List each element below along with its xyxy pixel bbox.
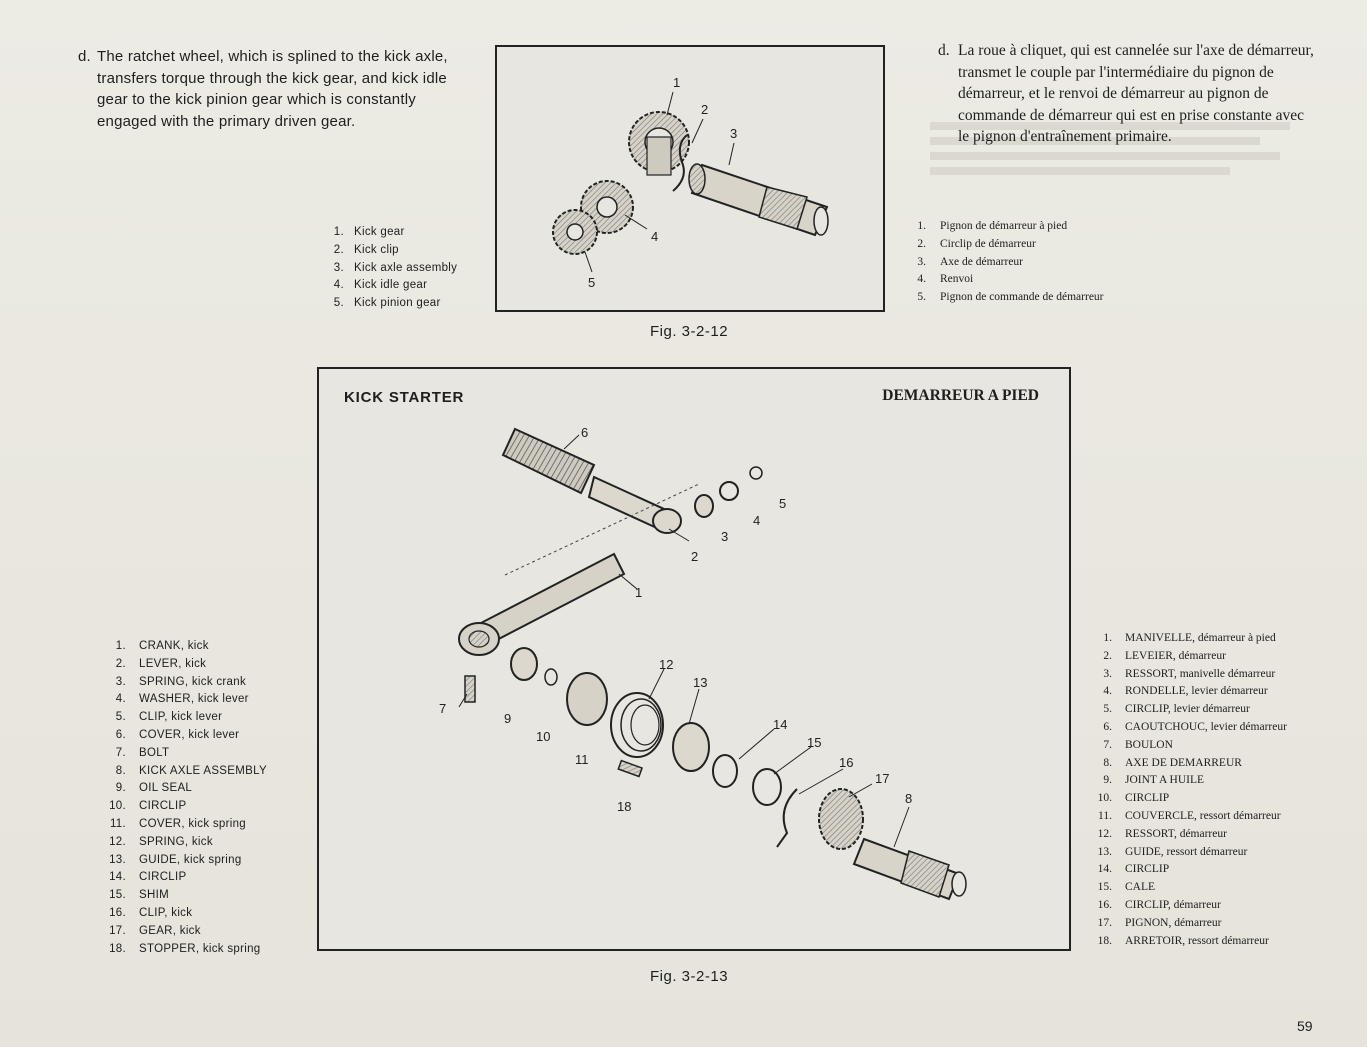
kick-spring-guide-part	[673, 723, 709, 771]
callout-4: 4	[753, 513, 761, 528]
figure-caption-3-2-13: Fig. 3-2-13	[650, 968, 729, 985]
legend-item: 13. GUIDE, kick spring	[109, 853, 242, 866]
callout-3: 3	[721, 529, 729, 544]
legend-item: 11. COUVERCLE, ressort démarreur	[1098, 809, 1281, 822]
paragraph-text: La roue à cliquet, qui est cannelée sur l'axe de démarreur, transmet le couple par l'intermédiaire du pignon de démarreur, et le renvoi de démarreur au pignon de commande de démarreur qui est en prise constante avec le pignon d'entraînement primaire.	[958, 42, 1314, 145]
kick-clip-part	[777, 789, 797, 847]
legend-item: 11. COVER, kick spring	[109, 817, 247, 830]
legend-item: 10. CIRCLIP	[1097, 792, 1170, 805]
legend-item: 1. CRANK, kick	[115, 640, 209, 652]
kick-axle-part	[689, 164, 828, 235]
paragraph-d-english	[78, 46, 478, 132]
legend-item: 9. JOINT A HUILE	[1103, 774, 1205, 787]
legend-item: 8. AXE DE DEMARREUR	[1103, 756, 1242, 769]
legend-item: 5. CLIP, kick lever	[115, 711, 223, 724]
legend-item: 9. OIL SEAL	[115, 782, 193, 795]
legend-item: 2. Circlip de démarreur	[917, 237, 1036, 250]
figure-3-2-12-frame	[495, 45, 885, 312]
oil-seal-part	[511, 648, 537, 680]
legend-item: 12. SPRING, kick	[109, 835, 213, 848]
callout-16: 16	[839, 755, 854, 770]
callout-5: 5	[779, 496, 787, 511]
kick-axle-assembly-part	[854, 839, 966, 899]
legend-item: 7. BOLT	[115, 746, 170, 759]
paragraph-d-french	[938, 40, 1316, 148]
callout-10: 10	[536, 729, 551, 744]
kick-pinion-gear-part	[553, 210, 597, 254]
stopper-part	[618, 761, 642, 777]
legend-item: 7. BOULON	[1103, 738, 1173, 751]
legend-item: 16. CIRCLIP, démarreur	[1097, 898, 1221, 911]
paragraph-marker: d.	[78, 48, 91, 65]
callout-17: 17	[875, 771, 890, 786]
shim-part	[753, 769, 781, 805]
callout-12: 12	[659, 657, 674, 672]
callout-14: 14	[773, 717, 788, 732]
callout-18: 18	[617, 799, 632, 814]
clip-part	[720, 482, 738, 500]
kick-crank-part	[479, 554, 624, 644]
legend-item: 8. KICK AXLE ASSEMBLY	[115, 764, 267, 777]
paragraph-marker: d.	[938, 42, 950, 59]
fig13-legend-english	[104, 638, 304, 958]
legend-item: 4. WASHER, kick lever	[115, 693, 249, 706]
legend-item: 10. CIRCLIP	[109, 800, 187, 813]
page-number: 59	[1297, 1018, 1313, 1034]
paragraph-text: The ratchet wheel, which is splined to the kick axle, transfers torque through the kick gear, and kick idle gear to the kick pinion gear which is constantly engaged with the primary driven gear.	[97, 48, 448, 130]
circlip-part	[750, 467, 762, 479]
kick-starter-exploded-diagram	[319, 369, 1069, 949]
kick-gear-part	[819, 789, 863, 849]
kick-starter-title: KICK STARTER	[344, 389, 465, 406]
callout-5: 5	[588, 275, 596, 290]
kick-spring-cover-part	[567, 673, 607, 725]
legend-item: 3. Kick axle assembly	[333, 261, 458, 274]
legend-item: 13. GUIDE, ressort démarreur	[1097, 845, 1248, 858]
circlip-10-part	[545, 669, 557, 685]
legend-item: 18. ARRETOIR, ressort démarreur	[1097, 934, 1269, 947]
legend-item: 6. COVER, kick lever	[115, 728, 240, 741]
legend-item: 1. Pignon de démarreur à pied	[917, 220, 1068, 232]
legend-item: 1. MANIVELLE, démarreur à pied	[1103, 632, 1276, 644]
fig12-legend-french	[912, 218, 1172, 307]
callout-1: 1	[635, 585, 643, 600]
legend-item: 4. Renvoi	[917, 273, 974, 286]
callout-9: 9	[504, 711, 512, 726]
legend-item: 14. CIRCLIP	[109, 871, 187, 884]
legend-item: 17. PIGNON, démarreur	[1097, 916, 1222, 929]
legend-item: 12. RESSORT, démarreur	[1097, 827, 1227, 840]
circlip-14-part	[713, 755, 737, 787]
legend-item: 3. RESSORT, manivelle démarreur	[1103, 667, 1276, 680]
legend-item: 3. Axe de démarreur	[917, 255, 1024, 268]
legend-item: 14. CIRCLIP	[1097, 863, 1170, 876]
legend-item: 3. SPRING, kick crank	[115, 675, 247, 688]
callout-11: 11	[575, 752, 589, 767]
demarreur-title: DEMARREUR A PIED	[882, 387, 1039, 404]
legend-item: 5. CIRCLIP, levier démarreur	[1103, 703, 1250, 716]
fig12-legend-english	[328, 224, 478, 313]
callout-13: 13	[693, 675, 708, 690]
legend-item: 16. CLIP, kick	[109, 906, 193, 919]
legend-item: 18. STOPPER, kick spring	[109, 942, 261, 955]
legend-item: 4. RONDELLE, levier démarreur	[1103, 685, 1268, 698]
figure-3-2-13-frame	[317, 367, 1071, 951]
kick-spring-part	[611, 693, 663, 757]
legend-item: 2. LEVER, kick	[115, 657, 207, 670]
callout-6: 6	[581, 425, 589, 440]
legend-item: 5. Pignon de commande de démarreur	[917, 291, 1104, 304]
figure-caption-3-2-12: Fig. 3-2-12	[650, 323, 729, 340]
callout-7: 7	[439, 701, 447, 716]
legend-item: 15. CALE	[1097, 881, 1156, 894]
callout-4: 4	[651, 229, 659, 244]
callout-8: 8	[905, 791, 913, 806]
callout-2: 2	[701, 102, 709, 117]
legend-item: 2. LEVEIER, démarreur	[1103, 649, 1226, 662]
callout-15: 15	[807, 735, 822, 750]
legend-item: 1. Kick gear	[333, 226, 405, 238]
washer-part	[695, 495, 713, 517]
legend-item: 5. Kick pinion gear	[333, 297, 441, 310]
legend-item: 2. Kick clip	[333, 243, 399, 256]
kick-gear-diagram	[497, 47, 883, 310]
callout-2: 2	[691, 549, 699, 564]
legend-item: 4. Kick idle gear	[333, 279, 428, 292]
legend-item: 17. GEAR, kick	[109, 924, 201, 937]
callout-1: 1	[673, 75, 681, 90]
legend-item: 15. SHIM	[109, 889, 169, 902]
fig13-legend-french	[1094, 630, 1334, 950]
callout-3: 3	[730, 126, 738, 141]
legend-item: 6. CAOUTCHOUC, levier démarreur	[1103, 720, 1287, 733]
bolt-part	[465, 676, 475, 702]
